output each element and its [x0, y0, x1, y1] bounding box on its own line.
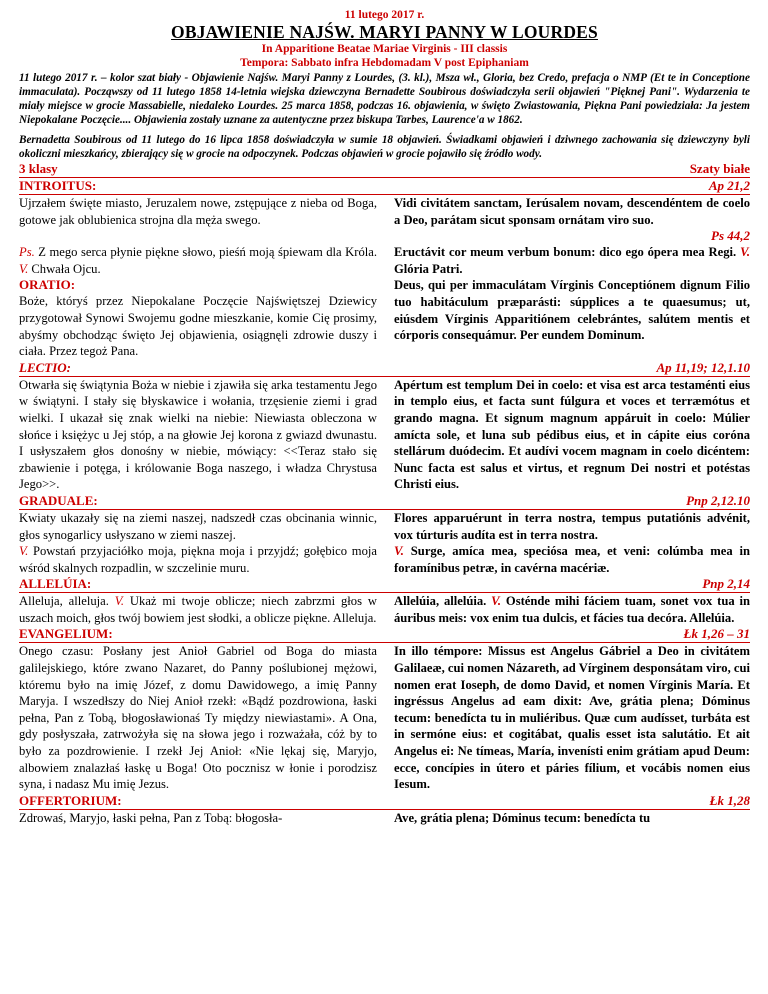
graduale-label: GRADUALE:	[19, 492, 98, 508]
oratio-text	[19, 277, 750, 359]
psalm-ref: Ps 44,2	[711, 228, 750, 244]
offertorium-header	[19, 793, 750, 810]
alleluia-versicle-latin: V.	[491, 594, 502, 609]
lectio-label: LECTIO:	[19, 359, 71, 375]
graduale-polish-2: Powstań przyjaciółko moja, piękna moja i przyjdź; gołębico moja wśród skalnych rozpadlin, w szczelinie muru.	[19, 544, 377, 575]
versicle-mark: V.	[19, 261, 29, 276]
introitus-ref: Ap 21,2	[708, 178, 750, 193]
alleluia-versicle: V.	[114, 594, 124, 609]
introitus-header	[19, 178, 750, 195]
oratio-latin: Deus, qui per immaculátam Vírginis Conceptiónem dignum Filio tuo habitáculum præparásti: súpplices a te quaesumus; ut, eiúsdem Vírginis Apparitiónem celebrántes, salútem mentis et córporis consequámur. Per eundem Dominum.	[394, 278, 750, 343]
introitus-psalm-latin	[394, 244, 750, 277]
alleluia-polish-a: Alleluja, alleluja.	[19, 594, 115, 609]
evangelium-label: EVANGELIUM:	[19, 626, 113, 642]
introitus-polish: Ujrzałem święte miasto, Jeruzalem nowe, zstępujące z nieba od Boga, gotowe jak oblubienica strojna dla męża swego.	[19, 196, 377, 227]
psalm-polish-text: Z mego serca płynie piękne słowo, pieśń moją śpiewam dla Króla.	[34, 245, 377, 260]
class-vestments-row	[19, 161, 750, 178]
page-date: 11 lutego 2017 r.	[344, 9, 425, 21]
evangelium-text	[19, 643, 750, 792]
lectio-text	[19, 377, 750, 493]
graduale-versicle: V.	[19, 544, 29, 559]
offertorium-text	[19, 810, 750, 827]
alleluia-latin-a: Allelúia, allelúia.	[394, 594, 492, 609]
psalm-mark: Ps.	[19, 245, 35, 260]
offertorium-latin: Ave, grátia plena; Dóminus tecum: benedícta tu	[394, 810, 651, 825]
oratio-label: ORATIO:	[19, 277, 76, 293]
graduale-latin-2: Surge, amíca mea, speciósa mea, et veni: colúmba mea in foramínibus petræ, in cavérna macériæ.	[394, 544, 750, 575]
graduale-latin	[394, 510, 750, 576]
introitus-psalm	[19, 228, 750, 277]
offertorium-label: OFFERTORIUM:	[19, 792, 122, 808]
graduale-text	[19, 510, 750, 576]
liturgical-class-subtitle: In Apparitione Beatae Mariae Virginis - III classis	[261, 43, 508, 55]
tempora-subtitle: Tempora: Sabbato infra Hebdomadam V post Epiphaniam	[240, 57, 529, 69]
introitus-text	[19, 195, 750, 228]
evangelium-latin: In illo témpore: Missus est Angelus Gábriel a Deo in civitátem Galilaeæ, cui nomen Názareth, ad Vírginem desponsátam viro, cui nomen erat Ioseph, de domo David, et nomen Vírginis María. Et ingréssus Angelus ad eam dixit: Ave, grátia plena; Dóminus tecum: benedícta tu in muliéribus. Quæ cum audísset, turbáta est in sermóne eius: et cogitábat, qualis esset ista salutátio. Et ait Angelus ei: Ne tímeas, María, invenísti enim grátiam apud Deum: ecce, concípies in útero et páries fílium, et vocábis nomen eius Iesum.	[394, 644, 750, 792]
graduale-polish	[19, 510, 377, 576]
lectio-latin: Apértum est templum Dei in coelo: et visa est arca testaménti eius in templo eius, et facta sunt fúlgura et voces et terræmótus et grando magna. Et signum magnum appáruit in coelo: Múlier amícta sole, et luna sub pédibus eius, et in cápite eius coróna stellárum duódecim. Et audívi vocem magnam in coelo dicéntem: Nunc facta est salus et virtus, et regnum Dei nostri et potéstas Christi eius.	[394, 377, 750, 492]
graduale-ref: Pnp 2,12.10	[686, 492, 750, 508]
psalm-polish-end: Chwała Ojcu.	[28, 261, 101, 276]
psalm-latin-end: Glória Patri.	[394, 261, 463, 276]
introitus-psalm-latin-block	[394, 228, 750, 277]
introitus-latin: Vidi civitátem sanctam, Ierúsalem novam, descendéntem de coelo a Deo, parátam sicut sponsam ornátam viro suo.	[394, 196, 750, 227]
alleluia-polish	[19, 593, 377, 626]
graduale-latin-1: Flores apparuérunt in terra nostra, tempus putatiónis advénit, vox túrturis audíta est in terra nostra.	[394, 510, 750, 542]
alleluia-header	[19, 576, 750, 593]
alleluia-text	[19, 593, 750, 626]
oratio-polish: Boże, któryś przez Niepokalane Poczęcie Najświętszej Dziewicy przygotował Synowi Swojemu godne mieszkanie, komie Cię prosimy, abyśmy obchodząc święto Jej objawienia, osiągnęli zdrowie duszy i ciała. Przez tegoż Pana.	[19, 294, 377, 359]
introitus-label: INTROITUS:	[19, 178, 97, 193]
alleluia-latin	[394, 593, 750, 626]
evangelium-header	[19, 626, 750, 643]
class-label: 3 klasy	[19, 161, 58, 176]
evangelium-polish: Onego czasu: Posłany jest Anioł Gabriel od Boga do miasta galilejskiego, które zwano Nazaret, do Panny poślubionej mężowi, któremu było na imię Józef, z domu Dawidowego, a imię Panny Maryja. I wszedłszy do Niej Anioł rzekł: «Bądź pozdrowiona, łaski pełna, Pan z Tobą, błogosławionaś Ty między niewiastami». A Ona, gdy posłyszała, zatrwożyła się na słowa jego i rozważała, cóż by to było za pozdrowienie. I rzekł Jej Anioł: «Nie lękaj się, Maryjo, albowiem znalazłaś łaskę u Boga! Oto pocznisz w łonie i porodzisz syna, i nadasz Mu imię Jezus.	[19, 644, 377, 792]
offertorium-polish: Zdrowaś, Maryjo, łaski pełna, Pan z Tobą: błogosła-	[19, 810, 283, 825]
vestments-label: Szaty białe	[689, 161, 750, 176]
graduale-polish-1: Kwiaty ukazały się na ziemi naszej, nadszedł czas obcinania winnic, głos synogarlicy usłyszano w ziemi naszej.	[19, 510, 377, 542]
lectio-header	[19, 360, 750, 377]
alleluia-latin-b: Osténde mihi fáciem tuam, sonet vox tua in áuribus meis: vox enim tua dulcis, et fácies tua decóra. Allelúia.	[394, 594, 750, 625]
alleluia-polish-b: Ukaż mi twoje oblicze; niech zabrzmi głos w uszach moich, głos twój bowiem jest słodki, a oblicze piękne. Alleluja.	[19, 594, 377, 625]
offertorium-ref: Łk 1,28	[709, 792, 750, 808]
graduale-header	[19, 493, 750, 510]
alleluia-ref: Pnp 2,14	[702, 576, 750, 592]
lectio-ref: Ap 11,19; 12,1.10	[656, 359, 750, 375]
psalm-latin-text: Eructávit cor meum verbum bonum: dico ego ópera mea Regi.	[394, 245, 741, 260]
evangelium-ref: Łk 1,26 – 31	[683, 626, 750, 642]
lectio-polish: Otwarła się świątynia Boża w niebie i zjawiła się arka testamentu Jego w świątyni. I stały się błyskawice i wołania, trzęsienie ziemi i grad wielki. I ukazał się znak wielki na niebie: Niewiasta obleczona w słońce i księżyc u Jej stóp, a na głowie Jej korona z gwiazd dwunastu. I usłyszałem głos donośny w niebie, mówiący: <<Teraz stało się zbawienie i potęga, i królowanie Boga naszego, i władza Chrystusa Jego>>.	[19, 377, 377, 492]
graduale-versicle-latin: V.	[394, 544, 404, 559]
missal-page	[19, 8, 750, 826]
alleluia-label: ALLELÚIA:	[19, 576, 92, 592]
intro-paragraph-2: Bernadetta Soubirous od 11 lutego do 16 lipca 1858 doświadczyła w sumie 18 objawień. Świadkami objawień i dziwnego zachowania się dziewczyny byli okoliczni mieszkańcy, zbierający się w grocie na odpoczynek. Podczas objawień w grocie pojawiło się źródło wody.	[19, 134, 750, 160]
introitus-psalm-polish	[19, 228, 377, 277]
page-title: OBJAWIENIE NAJŚW. MARYI PANNY W LOURDES	[171, 22, 598, 42]
intro-paragraph-1: 11 lutego 2017 r. – kolor szat biały - Objawienie Najśw. Maryi Panny z Lourdes, (3. kl.), Msza wł., Gloria, bez Credo, prefacja o NMP (Et te in Conceptione immaculata). Począwszy od 11 lutego 1858 14-letnia wiejska dziewczyna Bernadette Soubirous doświadczyła serii objawień "Pięknej Pani". Wydarzenia te miały miejsce w grocie Massabielle, niedaleko Lourdes. 25 marca 1858, podczas 16. objawienia, w święto Zwiastowania, Piękna Pani powiedziała: Ja jestem Niepokalane Poczęcie.... Objawienia zostały uznane za autentyczne przez biskupa Tarbes, Laurence'a w 1862.	[19, 72, 750, 126]
versicle-mark-latin: V.	[740, 245, 750, 260]
